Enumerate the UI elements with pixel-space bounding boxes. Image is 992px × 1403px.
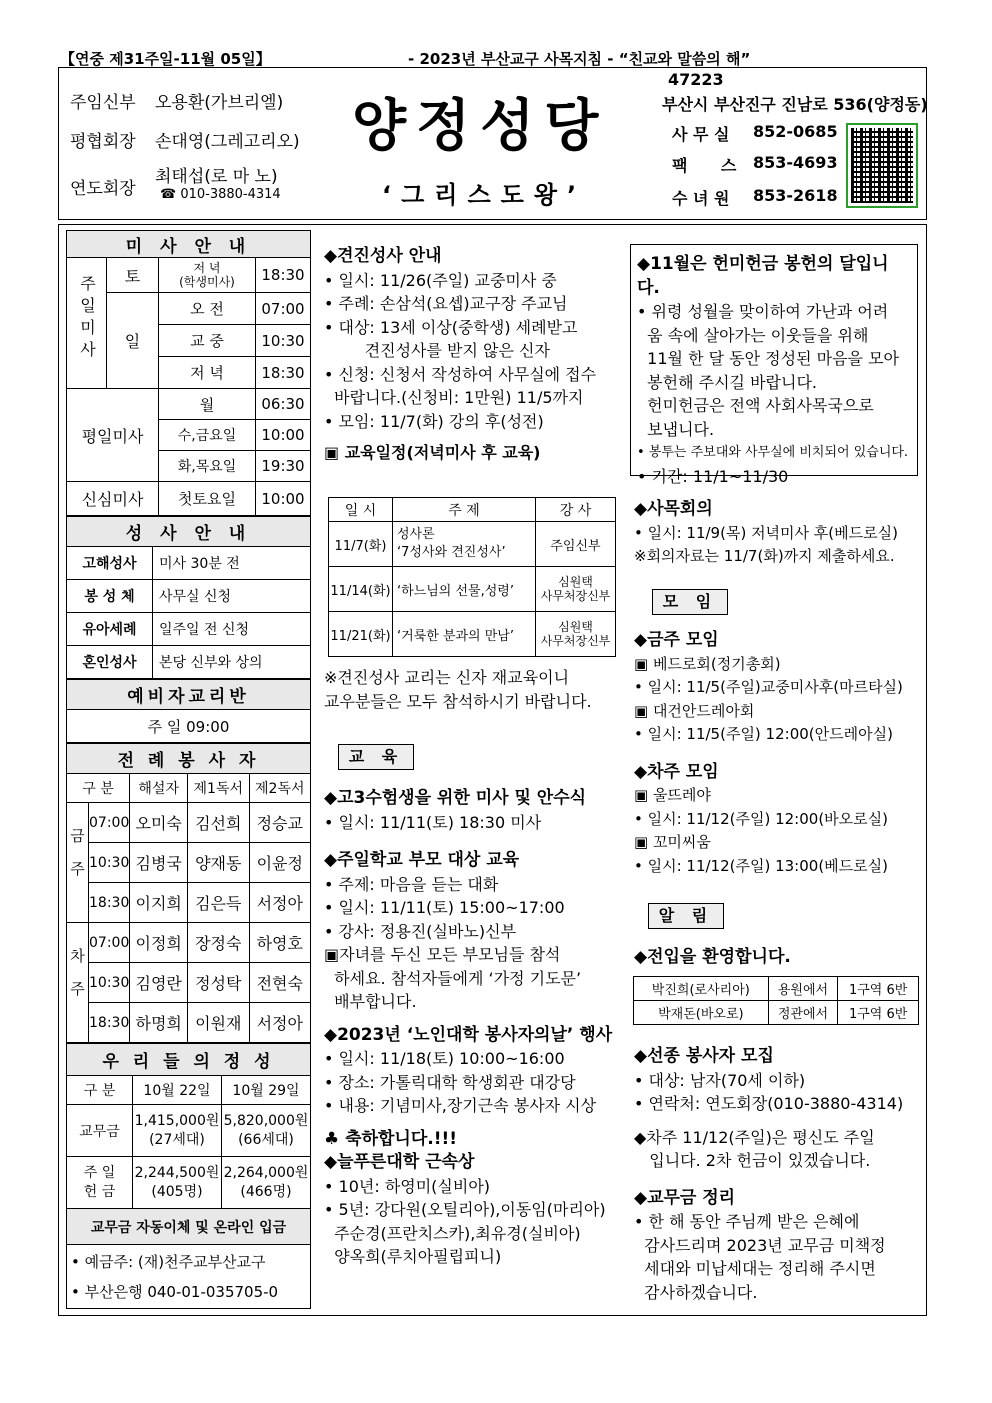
liturgy-header: 제2독서 <box>249 774 310 803</box>
left-column <box>66 230 311 1309</box>
schedule-header: 강 사 <box>536 498 616 522</box>
funeral-server-title: ◆선종 봉사자 모집 <box>634 1046 774 1066</box>
church-address: 부산시 부산진구 진남로 536(양정동) <box>662 95 928 114</box>
senior-event-line: • 일시: 11/18(토) 10:00~16:00 <box>324 1049 565 1068</box>
liturgy-server: 서정아 <box>249 1003 310 1043</box>
schedule-topic: ‘거룩한 분과의 만남’ <box>393 612 536 657</box>
funeral-server-line: • 대상: 남자(70세 이하) <box>634 1070 806 1090</box>
diocese-motto: - 2023년 부산교구 사목지침 - “친교와 말씀의 해” <box>408 50 751 68</box>
dues-line: 감사하겠습니다. <box>634 1282 758 1302</box>
liturgy-server: 김은득 <box>188 883 249 923</box>
welcome-title: ◆전입을 환영합니다. <box>634 947 791 967</box>
confirmation-title: ◆견진성사 안내 <box>324 246 442 266</box>
meeting-line: ▣ 꼬미씨움 <box>634 833 711 851</box>
schedule-date: 11/21(화) <box>329 612 393 657</box>
confirmation-line: • 주례: 손삼석(요셉)교구장 주교님 <box>324 294 568 313</box>
youth-phone: ☎ 010-3880-4314 <box>160 187 281 202</box>
college-award-line: 주순경(프란치스카),최유경(실비아) <box>324 1223 581 1243</box>
liturgy-server: 김병국 <box>130 843 188 883</box>
pastor-name: 오용환(가브리엘) <box>155 93 284 113</box>
liturgy-time: 18:30 <box>89 1003 130 1043</box>
schedule-topic: ‘하느님의 선물,성령’ <box>393 567 536 612</box>
catechumen-time: 주 일 09:00 <box>67 710 311 743</box>
sacrament-value: 본당 신부와 상의 <box>153 646 311 679</box>
confirmation-line: • 대상: 13세 이상(중학생) 세례받고 <box>324 317 578 337</box>
funeral-server-line: • 연락처: 연도회장(010-3880-4314) <box>634 1094 904 1113</box>
newcomer-name: 박진희(로사리아) <box>634 977 769 1001</box>
devotion-mass-name: 첫토요일 <box>159 482 256 516</box>
parent-education-line: 하세요. 참석자들에게 ‘가정 기도문’ <box>324 968 582 988</box>
weekday-row-time: 19:30 <box>256 451 311 482</box>
schedule-date: 11/7(화) <box>329 522 393 567</box>
sacrament-value: 사무실 신청 <box>153 580 311 613</box>
sunday-label: 일 <box>107 293 159 389</box>
catechumen-title: 예비자교리반 <box>67 680 311 710</box>
charity-line: 봉헌해 주시길 바랍니다. <box>637 372 817 392</box>
newcomer-name: 박재돈(바오로) <box>634 1001 769 1025</box>
meeting-line: ▣ 울뜨레야 <box>634 786 711 804</box>
liturgy-server: 이지희 <box>130 883 188 923</box>
offering-value: 1,415,000원 (27세대) <box>133 1105 222 1157</box>
pastoral-meeting-title: ◆사목회의 <box>634 499 713 519</box>
weekday-row-name: 화,목요일 <box>159 451 256 482</box>
fax-phone: 853-4693 <box>753 153 838 172</box>
meetings-tag: 모 임 <box>652 589 728 615</box>
account-number: • 부산은행 040-01-035705-0 <box>71 1282 279 1301</box>
notices-tag: 알 림 <box>648 903 724 929</box>
college-award-title: ◆늘푸른대학 근속상 <box>324 1152 475 1172</box>
auto-transfer-title: 교무금 자동이체 및 온라인 입금 <box>67 1209 311 1245</box>
fax-label: 팩 스 <box>672 156 737 175</box>
liturgy-server: 이정희 <box>130 923 188 963</box>
council-name: 손대영(그레고리오) <box>155 132 300 152</box>
weekday-row-name: 수,금요일 <box>159 420 256 451</box>
schedule-date: 11/14(화) <box>329 567 393 612</box>
saturday-mass-time: 18:30 <box>256 258 311 293</box>
exam-mass-title: ◆고3수험생을 위한 미사 및 안수식 <box>324 788 587 808</box>
newcomer-area: 1구역 6반 <box>838 977 919 1001</box>
this-week-label: 금주 <box>67 803 89 923</box>
convent-label: 수 녀 원 <box>672 189 730 208</box>
liturgy-header: 해설자 <box>130 774 188 803</box>
mass-guide-title: 미 사 안 내 <box>67 231 311 258</box>
liturgy-server: 이윤정 <box>249 843 310 883</box>
sunday-row-time: 18:30 <box>256 357 311 389</box>
confirmation-line: • 일시: 11/26(주일) 교중미사 중 <box>324 270 557 290</box>
weekday-row-time: 10:00 <box>256 420 311 451</box>
office-label: 사 무 실 <box>672 125 730 144</box>
newcomer-area: 1구역 6반 <box>838 1001 919 1025</box>
sacrament-value: 일주일 전 신청 <box>153 613 311 646</box>
office-phone: 852-0685 <box>753 122 838 141</box>
liturgy-server: 장정숙 <box>188 923 249 963</box>
offering-header: 구 분 <box>67 1076 133 1105</box>
welcome-table <box>633 976 919 1025</box>
schedule-speaker: 주임신부 <box>536 522 616 567</box>
next-week-label: 차주 <box>67 923 89 1043</box>
charity-line: 11월 한 달 동안 정성된 마음을 모아 <box>637 349 899 368</box>
charity-line: 헌미헌금은 전액 사회사목국으로 <box>637 396 874 415</box>
sacrament-value: 미사 30분 전 <box>153 547 311 580</box>
devotion-mass-label: 신심미사 <box>67 482 159 516</box>
council-role: 평협회장 <box>70 132 136 152</box>
convent-phone: 853-2618 <box>753 186 838 205</box>
offering-name: 교무금 <box>67 1105 133 1157</box>
pastoral-meeting-line: • 일시: 11/9(목) 저녁미사 후(베드로실) <box>634 523 898 542</box>
offering-title: 우 리 들 의 정 성 <box>67 1044 311 1076</box>
education-section <box>324 787 624 1269</box>
confirmation-note: ※견진성사 교리는 신자 재교육이니 교우분들은 모두 참석하시기 바랍니다. <box>324 668 592 711</box>
congratulations-title: ♣ 축하합니다.!!! <box>324 1128 457 1149</box>
confirmation-line: 견진성사를 받지 않은 신자 <box>324 341 550 360</box>
sacraments-table <box>66 516 311 679</box>
confirmation-line: • 신청: 신청서 작성하여 사무실에 접수 <box>324 364 597 384</box>
offering-value: 2,264,000원 (466명) <box>222 1157 311 1209</box>
liturgy-time: 18:30 <box>89 883 130 923</box>
notices-section <box>634 1045 924 1304</box>
liturgy-server: 하명희 <box>130 1003 188 1043</box>
parent-education-line: • 주제: 마음을 듣는 대화 <box>324 874 499 894</box>
offering-value: 5,820,000원 (66세대) <box>222 1105 311 1157</box>
confirmation-line: 바랍니다.(신청비: 1만원) 11/5까지 <box>324 388 584 407</box>
church-subtitle: ‘그리스도왕’ <box>382 181 587 209</box>
postcode: 47223 <box>668 70 724 89</box>
sacrament-name: 고해성사 <box>67 547 153 580</box>
liturgy-time: 10:30 <box>89 963 130 1003</box>
confirmation-line: • 모임: 11/7(화) 강의 후(성전) <box>324 411 544 431</box>
newcomer-from: 용원에서 <box>768 977 838 1001</box>
account-info <box>67 1245 311 1309</box>
meeting-line: ▣ 베드로회(정기총회) <box>634 654 781 673</box>
dues-line: • 한 해 동안 주님께 받은 은혜에 <box>634 1212 860 1231</box>
sunday-row-name: 저 녁 <box>159 357 256 389</box>
offering-table <box>66 1043 311 1309</box>
parent-education-line: • 강사: 정용진(실바노)신부 <box>324 921 517 941</box>
devotion-mass-time: 10:00 <box>256 482 311 516</box>
sunday-row-name: 교 중 <box>159 325 256 357</box>
liturgy-server: 정성탁 <box>188 963 249 1003</box>
sunday-row-time: 10:30 <box>256 325 311 357</box>
weekday-mass-label: 평일미사 <box>67 389 159 482</box>
this-week-meetings-title: ◆금주 모임 <box>634 630 719 650</box>
charity-title: ◆11월은 헌미헌금 봉헌의 달입니다. <box>637 254 889 298</box>
dues-line: 세대와 미납세대는 정리해 주시면 <box>634 1259 876 1278</box>
meetings-section <box>634 629 924 878</box>
sunday-row-name: 오 전 <box>159 293 256 325</box>
liturgy-header: 제1독서 <box>188 774 249 803</box>
sunday-mass-label: 주일미사 <box>67 258 107 389</box>
liturgy-server: 서정아 <box>249 883 310 923</box>
schedule-speaker: 심원택 사무처장신부 <box>536 612 616 657</box>
meeting-line: • 일시: 11/5(주일) 12:00(안드레아실) <box>634 725 893 743</box>
catechumen-table <box>66 679 311 743</box>
education-schedule-title: ▣ 교육일정(저녁미사 후 교육) <box>324 443 541 462</box>
college-award-line: • 5년: 강다원(오틸리아),이동임(마리아) <box>324 1200 606 1219</box>
meeting-line: • 일시: 11/5(주일)교중미사후(마르타실) <box>634 678 903 696</box>
dues-title: ◆교무금 정리 <box>634 1187 736 1208</box>
liturgy-server: 정승교 <box>249 803 310 843</box>
charity-period: • 기간: 11/1~11/30 <box>637 466 789 486</box>
liturgy-server: 전현숙 <box>249 963 310 1003</box>
schedule-header: 주 제 <box>393 498 536 522</box>
liturgy-table <box>66 743 311 1043</box>
charity-line: 보냅니다. <box>637 419 715 439</box>
second-collection-notice: ◆차주 11/12(주일)은 평신도 주일 입니다. 2차 헌금이 있겠습니다. <box>634 1127 875 1170</box>
meeting-line: • 일시: 11/12(주일) 12:00(바오로실) <box>634 809 888 828</box>
saturday-mass-name: 저 녁 (학생미사) <box>159 258 256 293</box>
liturgy-server: 김선희 <box>188 803 249 843</box>
youth-role: 연도회장 <box>70 179 136 199</box>
education-schedule-table <box>328 497 616 657</box>
liturgy-server: 김영란 <box>130 963 188 1003</box>
offering-value: 2,244,500원 (405명) <box>133 1157 222 1209</box>
newcomer-from: 정관에서 <box>768 1001 838 1025</box>
liturgy-server: 이원재 <box>188 1003 249 1043</box>
liturgy-time: 07:00 <box>89 923 130 963</box>
saturday-label: 토 <box>107 258 159 293</box>
edition-label: 【연중 제31주일-11월 05일】 <box>60 50 271 68</box>
schedule-header: 일 시 <box>329 498 393 522</box>
meeting-line: ▣ 대건안드레아회 <box>634 701 755 720</box>
liturgy-server: 오미숙 <box>130 803 188 843</box>
parent-education-title: ◆주일학교 부모 대상 교육 <box>324 850 520 870</box>
education-tag: 교 육 <box>338 744 414 770</box>
senior-event-line: • 내용: 기념미사,장기근속 봉사자 시상 <box>324 1096 597 1115</box>
liturgy-time: 07:00 <box>89 803 130 843</box>
liturgy-header: 구 분 <box>67 774 130 803</box>
parent-education-line: ▣자녀를 두신 모든 부모님들 참석 <box>324 945 561 964</box>
dues-line: 감사드리며 2023년 교무금 미책정 <box>634 1235 886 1255</box>
parent-education-line: • 일시: 11/11(토) 15:00~17:00 <box>324 898 565 917</box>
qr-code-icon[interactable] <box>846 123 918 208</box>
pastoral-meeting-section <box>634 498 924 569</box>
liturgy-server: 하영호 <box>249 923 310 963</box>
account-holder: • 예금주: (재)천주교부산교구 <box>71 1252 266 1271</box>
sacrament-name: 유아세례 <box>67 613 153 646</box>
weekday-row-name: 월 <box>159 389 256 420</box>
offering-header: 10월 22일 <box>133 1076 222 1105</box>
pastor-role: 주임신부 <box>70 93 136 113</box>
charity-envelope-note: • 봉투는 주보대와 사무실에 비치되어 있습니다. <box>637 445 909 460</box>
offering-name: 주 일 헌 금 <box>67 1157 133 1209</box>
liturgy-server: 양재동 <box>188 843 249 883</box>
schedule-topic: 성사론 ‘7성사와 견진성사’ <box>393 522 536 567</box>
college-award-line: 양옥희(루치아필립피니) <box>324 1247 502 1266</box>
charity-line: • 위령 성월을 맞이하여 가난과 어려 <box>637 302 889 321</box>
parent-education-line: 배부합니다. <box>324 992 417 1011</box>
meeting-line: • 일시: 11/12(주일) 13:00(베드로실) <box>634 856 888 875</box>
middle-column <box>324 245 624 465</box>
mass-guide-table <box>66 230 311 516</box>
sacrament-name: 혼인성사 <box>67 646 153 679</box>
church-name: 양정성당 <box>352 93 609 159</box>
liturgy-title: 전 례 봉 사 자 <box>67 744 311 774</box>
sunday-row-time: 07:00 <box>256 293 311 325</box>
college-award-line: • 10년: 하영미(실비아) <box>324 1176 491 1196</box>
schedule-speaker: 심원택 사무처장신부 <box>536 567 616 612</box>
offering-header: 10월 29일 <box>222 1076 311 1105</box>
exam-mass-line: • 일시: 11/11(토) 18:30 미사 <box>324 812 542 832</box>
youth-name: 최태섭(로 마 노) <box>155 167 278 187</box>
sacraments-title: 성 사 안 내 <box>67 517 311 547</box>
senior-college-event-title: ◆2023년 ‘노인대학 봉사자의날’ 행사 <box>324 1024 613 1045</box>
charity-line: 움 속에 살아가는 이웃들을 위해 <box>637 325 869 345</box>
senior-event-line: • 장소: 가톨릭대학 학생회관 대강당 <box>324 1072 576 1092</box>
pastoral-meeting-note: ※회의자료는 11/7(화)까지 제출하세요. <box>634 547 895 565</box>
weekday-row-time: 06:30 <box>256 389 311 420</box>
sacrament-name: 봉 성 체 <box>67 580 153 613</box>
charity-box <box>630 244 918 486</box>
next-week-meetings-title: ◆차주 모임 <box>634 761 719 782</box>
liturgy-time: 10:30 <box>89 843 130 883</box>
